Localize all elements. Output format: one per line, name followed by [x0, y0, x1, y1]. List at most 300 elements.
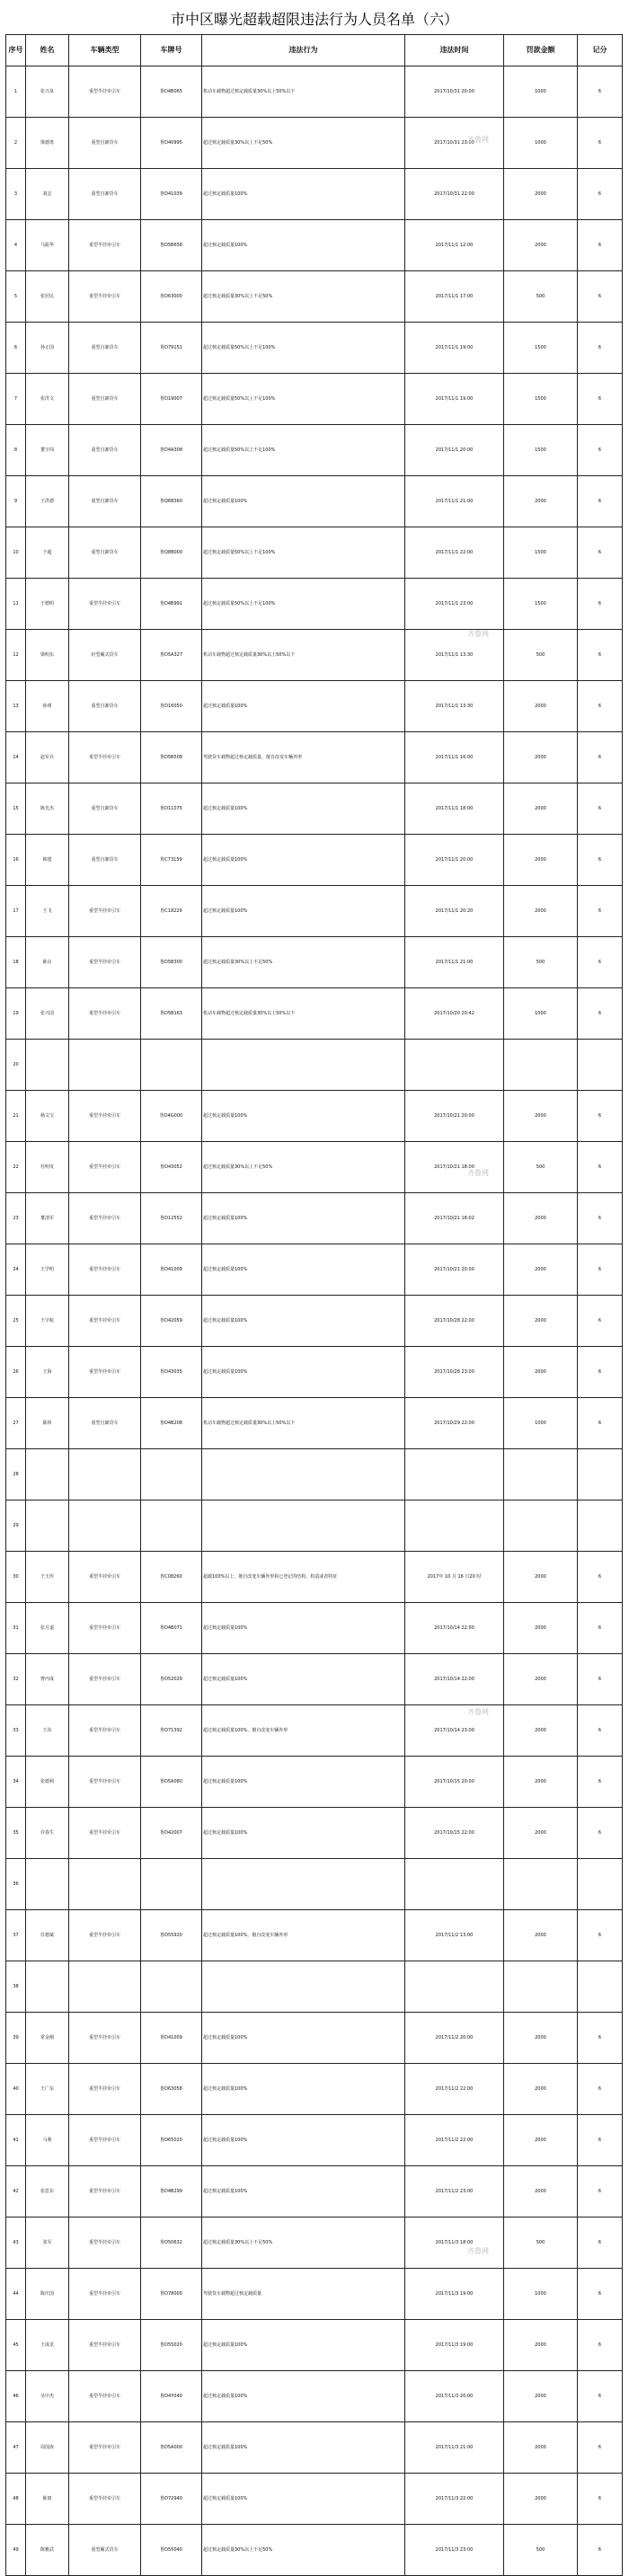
cell-points: 6	[578, 66, 623, 118]
cell-time	[405, 1961, 504, 2013]
cell-fine: 2000	[504, 1091, 578, 1142]
cell-name: 孙正国	[26, 323, 69, 374]
cell-time	[405, 1500, 504, 1552]
table-row	[6, 1961, 623, 2013]
table-row	[6, 169, 623, 220]
cell-time: 2017年 10 月 16 日20 时	[405, 1552, 504, 1603]
cell-fine: 1000	[504, 988, 578, 1040]
cell-points: 6	[578, 2422, 623, 2474]
cell-index: 2	[6, 118, 26, 169]
cell-plate: 鲁D41009	[141, 1244, 202, 1296]
cell-plate: 鲁D4B991	[141, 579, 202, 630]
cell-points: 6	[578, 2013, 623, 2064]
cell-violation: 超过核定载质量100%	[202, 1244, 405, 1296]
cell-fine: 2000	[504, 2422, 578, 2474]
cell-vehicle-type: 重型自卸货车	[69, 527, 141, 579]
cell-violation: 机动车载物超过核定载质量30%以上50%以下	[202, 630, 405, 681]
table-header-row	[6, 35, 623, 66]
cell-vehicle-type: 重型半挂牵引车	[69, 988, 141, 1040]
table-row	[6, 681, 623, 732]
cell-name: 马振华	[26, 220, 69, 271]
cell-fine: 500	[504, 1142, 578, 1193]
cell-fine	[504, 1961, 578, 2013]
cell-time: 2017/11/1 19:00	[405, 323, 504, 374]
cell-name	[26, 1449, 69, 1500]
cell-vehicle-type: 重型自卸货车	[69, 425, 141, 476]
cell-plate: 鲁D71392	[141, 1705, 202, 1757]
cell-time: 2017/11/1 20:00	[405, 835, 504, 886]
cell-index: 29	[6, 1500, 26, 1552]
cell-fine: 2000	[504, 2166, 578, 2217]
cell-name: 杨文宝	[26, 1091, 69, 1142]
cell-points: 6	[578, 1193, 623, 1244]
table-row	[6, 1552, 623, 1603]
table-row	[6, 1142, 623, 1193]
cell-time: 2017/10/14 22:00	[405, 1603, 504, 1654]
cell-index: 18	[6, 937, 26, 988]
cell-violation: 超过核定载质量100%	[202, 2064, 405, 2115]
cell-fine: 2000	[504, 1910, 578, 1961]
cell-name: 张居民	[26, 271, 69, 323]
cell-vehicle-type: 重型厢式货车	[69, 2525, 141, 2576]
table-row	[6, 1603, 623, 1654]
cell-points: 6	[578, 1296, 623, 1347]
cell-name: 陈雨	[26, 2474, 69, 2525]
cell-violation: 超过核定载质量100%	[202, 2013, 405, 2064]
cell-violation: 超过核定载质量50%以上不足100%	[202, 323, 405, 374]
table-row	[6, 937, 623, 988]
cell-name: 许春生	[26, 1808, 69, 1859]
cell-points: 6	[578, 2115, 623, 2166]
cell-fine: 500	[504, 2525, 578, 2576]
cell-vehicle-type: 重型半挂牵引车	[69, 886, 141, 937]
cell-name: 杜明发	[26, 1142, 69, 1193]
cell-points: 6	[578, 2320, 623, 2371]
cell-name: 梁德勇	[26, 118, 69, 169]
cell-time: 2017/11/1 20:20	[405, 886, 504, 937]
cell-vehicle-type	[69, 1500, 141, 1552]
cell-fine: 2000	[504, 169, 578, 220]
cell-violation: 超过核定载质量100%	[202, 2115, 405, 2166]
table-row	[6, 1296, 623, 1347]
table-row	[6, 1347, 623, 1398]
cell-violation: 超过核定载质量100%	[202, 1091, 405, 1142]
cell-plate: 鲁D5B658	[141, 220, 202, 271]
cell-index: 42	[6, 2166, 26, 2217]
cell-fine: 1500	[504, 425, 578, 476]
cell-vehicle-type: 重型半挂牵引车	[69, 2013, 141, 2064]
cell-fine: 2000	[504, 1244, 578, 1296]
table-row	[6, 783, 623, 835]
cell-fine: 2000	[504, 732, 578, 783]
cell-index: 44	[6, 2269, 26, 2320]
cell-time: 2017/11/3 18:00	[405, 2217, 504, 2269]
cell-index: 12	[6, 630, 26, 681]
cell-fine: 1000	[504, 1398, 578, 1449]
cell-name: 于德明	[26, 579, 69, 630]
cell-plate: 鲁D4A308	[141, 425, 202, 476]
cell-time: 2017/11/1 12:00	[405, 220, 504, 271]
table-row	[6, 374, 623, 425]
watermark: 齐鲁网	[467, 136, 489, 144]
cell-time: 2017/11/1 17:00	[405, 271, 504, 323]
table-row	[6, 1757, 623, 1808]
cell-index: 28	[6, 1449, 26, 1500]
cell-index: 45	[6, 2320, 26, 2371]
table-row	[6, 2422, 623, 2474]
cell-fine: 500	[504, 937, 578, 988]
cell-index: 17	[6, 886, 26, 937]
cell-plate: 鲁C08260	[141, 1552, 202, 1603]
cell-index: 20	[6, 1040, 26, 1091]
cell-time: 2017/11/3 21:00	[405, 2422, 504, 2474]
cell-violation: 超过核定载质量100%	[202, 783, 405, 835]
table-row	[6, 1910, 623, 1961]
cell-time	[405, 1449, 504, 1500]
cell-violation: 驾驶货车载物超过核定载质量	[202, 2269, 405, 2320]
cell-violation: 超载100%以上，擅自改变车辆外形和已登记的结构、构造或者特征	[202, 1552, 405, 1603]
cell-plate: 鲁D5A080	[141, 1757, 202, 1808]
cell-index: 9	[6, 476, 26, 527]
cell-points	[578, 1500, 623, 1552]
cell-time: 2017/11/2 22:00	[405, 2115, 504, 2166]
cell-index: 13	[6, 681, 26, 732]
cell-plate: 鲁D72940	[141, 2474, 202, 2525]
cell-name: 董清军	[26, 1193, 69, 1244]
cell-violation: 超过核定载质量100%	[202, 886, 405, 937]
cell-vehicle-type: 重型半挂牵引车	[69, 937, 141, 988]
cell-violation: 机动车载物超过核定载质量30%以上50%以下	[202, 1398, 405, 1449]
cell-fine	[504, 1500, 578, 1552]
watermark: 齐鲁网	[467, 2247, 489, 2255]
cell-name: 刘志	[26, 169, 69, 220]
cell-violation: 驾驶货车载物超过核定载质量，擅自改变车辆外形	[202, 732, 405, 783]
cell-violation: 超过核定载质量30%以上不足50%	[202, 937, 405, 988]
cell-plate: 鲁D4B065	[141, 66, 202, 118]
table-row	[6, 271, 623, 323]
cell-time: 2017/11/1 18:00	[405, 783, 504, 835]
cell-points: 6	[578, 579, 623, 630]
cell-violation	[202, 1040, 405, 1091]
cell-name: 于超	[26, 527, 69, 579]
cell-index: 34	[6, 1757, 26, 1808]
cell-vehicle-type: 重型自卸货车	[69, 783, 141, 835]
cell-vehicle-type: 重型半挂牵引车	[69, 1296, 141, 1347]
table-row	[6, 527, 623, 579]
cell-points: 6	[578, 1142, 623, 1193]
cell-vehicle-type: 重型半挂牵引车	[69, 1091, 141, 1142]
cell-plate: 鲁C73159	[141, 835, 202, 886]
cell-index: 8	[6, 425, 26, 476]
cell-index: 32	[6, 1654, 26, 1705]
cell-points: 6	[578, 937, 623, 988]
cell-plate: 鲁D63058	[141, 2064, 202, 2115]
cell-points: 6	[578, 2474, 623, 2525]
cell-vehicle-type: 重型半挂牵引车	[69, 271, 141, 323]
watermark: 齐鲁网	[467, 1169, 489, 1177]
cell-violation	[202, 1500, 405, 1552]
cell-fine	[504, 1040, 578, 1091]
cell-points: 6	[578, 2525, 623, 2576]
cell-vehicle-type: 重型半挂牵引车	[69, 1910, 141, 1961]
cell-violation: 机动车载物超过核定载质量30%以上50%以下	[202, 988, 405, 1040]
cell-plate	[141, 1449, 202, 1500]
cell-points: 6	[578, 1244, 623, 1296]
cell-name: 孙明	[26, 681, 69, 732]
cell-name: 陈林	[26, 1398, 69, 1449]
cell-index: 21	[6, 1091, 26, 1142]
cell-plate: 鲁D55020	[141, 2320, 202, 2371]
cell-name: 王广东	[26, 2064, 69, 2115]
cell-plate: 鲁Q6B360	[141, 476, 202, 527]
cell-name	[26, 1961, 69, 2013]
cell-time: 2017/10/28 22:00	[405, 1296, 504, 1347]
cell-fine: 2000	[504, 2115, 578, 2166]
cell-vehicle-type: 重型自卸货车	[69, 1398, 141, 1449]
cell-plate: 鲁D50632	[141, 2217, 202, 2269]
table-row	[6, 2320, 623, 2371]
cell-vehicle-type: 重型半挂牵引车	[69, 1244, 141, 1296]
cell-index: 19	[6, 988, 26, 1040]
cell-violation: 超过核定载质量30%以上不足50%	[202, 2217, 405, 2269]
table-row	[6, 2474, 623, 2525]
table-row	[6, 630, 623, 681]
cell-index: 36	[6, 1859, 26, 1910]
cell-fine: 2000	[504, 1603, 578, 1654]
cell-plate: 鲁D43035	[141, 1347, 202, 1398]
cell-name: 陈良	[26, 937, 69, 988]
cell-points: 6	[578, 169, 623, 220]
table-row	[6, 732, 623, 783]
cell-vehicle-type: 重型自卸货车	[69, 681, 141, 732]
cell-name: 韩建	[26, 835, 69, 886]
cell-index: 27	[6, 1398, 26, 1449]
cell-vehicle-type: 重型自卸货车	[69, 169, 141, 220]
cell-points	[578, 1040, 623, 1091]
column-header: 车牌号	[141, 35, 202, 66]
cell-name: 董宇闯	[26, 425, 69, 476]
cell-index: 15	[6, 783, 26, 835]
column-header: 罚款金额	[504, 35, 578, 66]
cell-time: 2017/11/3 23:00	[405, 2525, 504, 2576]
cell-points: 6	[578, 425, 623, 476]
document-title: 市中区曝光超载超限违法行为人员名单（六）	[170, 11, 458, 28]
cell-vehicle-type: 重型自卸货车	[69, 476, 141, 527]
cell-time: 2017/11/2 23:00	[405, 2166, 504, 2217]
cell-points: 6	[578, 1757, 623, 1808]
cell-time: 2017/11/1 16:00	[405, 732, 504, 783]
table-row	[6, 1654, 623, 1705]
cell-index: 22	[6, 1142, 26, 1193]
cell-violation: 超过核定载质量100%，擅自改变车辆外形	[202, 1705, 405, 1757]
cell-fine: 2000	[504, 2013, 578, 2064]
cell-plate: 鲁D5B508	[141, 732, 202, 783]
cell-plate: 鲁D43052	[141, 1142, 202, 1193]
cell-plate: 鲁D41039	[141, 169, 202, 220]
cell-name: 王海	[26, 1347, 69, 1398]
table-row	[6, 2013, 623, 2064]
cell-time: 2017/11/1 13:30	[405, 630, 504, 681]
cell-index: 43	[6, 2217, 26, 2269]
cell-vehicle-type: 重型半挂牵引车	[69, 2371, 141, 2422]
cell-index: 14	[6, 732, 26, 783]
cell-name: 王学明	[26, 1244, 69, 1296]
cell-time: 2017/11/1 13:30	[405, 681, 504, 732]
cell-vehicle-type: 重型半挂牵引车	[69, 1193, 141, 1244]
cell-index: 25	[6, 1296, 26, 1347]
cell-time: 2017/10/15 22:00	[405, 1808, 504, 1859]
cell-name: 陈光杰	[26, 783, 69, 835]
cell-points: 6	[578, 1654, 623, 1705]
cell-plate: 鲁D52029	[141, 1654, 202, 1705]
cell-points: 6	[578, 1398, 623, 1449]
cell-time: 2017/10/21 20:00	[405, 1091, 504, 1142]
cell-plate: 鲁D5B163	[141, 988, 202, 1040]
cell-time	[405, 1040, 504, 1091]
cell-name: 赵军兵	[26, 732, 69, 783]
cell-fine: 2000	[504, 2064, 578, 2115]
cell-time: 2017/11/1 19:00	[405, 374, 504, 425]
cell-vehicle-type: 重型半挂牵引车	[69, 1347, 141, 1398]
cell-violation: 超过核定载质量50%以上不足100%	[202, 374, 405, 425]
cell-violation: 超过核定载质量30%以上不足50%	[202, 1142, 405, 1193]
cell-name: 陈雅武	[26, 2525, 69, 2576]
cell-points: 6	[578, 1603, 623, 1654]
cell-points: 6	[578, 2217, 623, 2269]
cell-time: 2017/10/31 20:00	[405, 66, 504, 118]
cell-violation: 超过核定载质量100%	[202, 1757, 405, 1808]
cell-name: 陈庆国	[26, 2269, 69, 2320]
cell-points: 6	[578, 1808, 623, 1859]
cell-name: 王玉传	[26, 1552, 69, 1603]
cell-name: 王洪德	[26, 476, 69, 527]
table-row	[6, 1449, 623, 1500]
cell-points: 6	[578, 988, 623, 1040]
cell-plate: 鲁D40995	[141, 118, 202, 169]
cell-points: 6	[578, 271, 623, 323]
cell-index: 23	[6, 1193, 26, 1244]
cell-fine: 500	[504, 630, 578, 681]
cell-index: 41	[6, 2115, 26, 2166]
cell-time: 2017/10/21 18:02	[405, 1193, 504, 1244]
table-row	[6, 220, 623, 271]
cell-violation: 超过核定载质量100%	[202, 220, 405, 271]
cell-plate: 鲁D4B208	[141, 1398, 202, 1449]
column-header: 违法行为	[202, 35, 405, 66]
cell-violation: 超过核定载质量100%	[202, 835, 405, 886]
cell-fine: 2000	[504, 783, 578, 835]
cell-vehicle-type: 重型半挂牵引车	[69, 1654, 141, 1705]
table-row	[6, 323, 623, 374]
cell-violation: 超过核定载质量100%	[202, 1296, 405, 1347]
cell-name	[26, 1500, 69, 1552]
cell-fine: 1000	[504, 66, 578, 118]
cell-time: 2017/11/2 22:00	[405, 2064, 504, 2115]
cell-violation: 超过核定载质量50%以上不足100%	[202, 527, 405, 579]
cell-points: 6	[578, 476, 623, 527]
cell-violation: 机动车载物超过核定载质量30%以上50%以下	[202, 66, 405, 118]
cell-points: 6	[578, 1705, 623, 1757]
cell-vehicle-type: 重型半挂牵引车	[69, 1705, 141, 1757]
cell-points: 6	[578, 630, 623, 681]
cell-violation: 超过核定载质量100%	[202, 1808, 405, 1859]
cell-violation: 超过核定载质量100%	[202, 1347, 405, 1398]
table-row	[6, 1705, 623, 1757]
cell-plate: 鲁D4B299	[141, 2166, 202, 2217]
cell-index: 7	[6, 374, 26, 425]
cell-name: 周国涛	[26, 2422, 69, 2474]
cell-time	[405, 1859, 504, 1910]
cell-plate: 鲁D55040	[141, 2525, 202, 2576]
cell-points: 6	[578, 1091, 623, 1142]
cell-vehicle-type	[69, 1859, 141, 1910]
cell-fine: 2000	[504, 1552, 578, 1603]
cell-time: 2017/10/14 22:00	[405, 1654, 504, 1705]
cell-index: 33	[6, 1705, 26, 1757]
cell-index: 24	[6, 1244, 26, 1296]
cell-name: 曹丙成	[26, 1654, 69, 1705]
cell-time: 2017/11/1 21:00	[405, 937, 504, 988]
cell-time: 2017/11/3 19:00	[405, 2269, 504, 2320]
cell-fine: 500	[504, 2217, 578, 2269]
cell-name: 常金刚	[26, 2013, 69, 2064]
table-row	[6, 2115, 623, 2166]
cell-index: 1	[6, 66, 26, 118]
cell-plate: 鲁D19007	[141, 374, 202, 425]
cell-plate: 鲁D16050	[141, 681, 202, 732]
cell-time: 2017/10/31 23:00	[405, 118, 504, 169]
cell-time: 2017/10/28 23:00	[405, 1347, 504, 1398]
cell-vehicle-type: 重型半挂牵引车	[69, 2422, 141, 2474]
cell-violation	[202, 1859, 405, 1910]
cell-index: 3	[6, 169, 26, 220]
cell-violation: 超过核定载质量100%	[202, 1654, 405, 1705]
cell-fine: 2000	[504, 1705, 578, 1757]
cell-index: 31	[6, 1603, 26, 1654]
watermark: 齐鲁网	[467, 630, 489, 638]
cell-index: 6	[6, 323, 26, 374]
cell-violation: 超过核定载质量100%	[202, 476, 405, 527]
cell-fine: 1500	[504, 579, 578, 630]
cell-vehicle-type: 重型半挂牵引车	[69, 66, 141, 118]
table-row	[6, 1398, 623, 1449]
cell-fine	[504, 1859, 578, 1910]
cell-plate: 鲁D55920	[141, 1910, 202, 1961]
cell-index: 26	[6, 1347, 26, 1398]
table-row	[6, 2525, 623, 2576]
cell-plate: 鲁D79151	[141, 323, 202, 374]
cell-name: 任德斌	[26, 1910, 69, 1961]
cell-index: 11	[6, 579, 26, 630]
cell-name: 张军	[26, 2217, 69, 2269]
cell-plate: 鲁D4G000	[141, 1091, 202, 1142]
cell-name: 张兴泉	[26, 66, 69, 118]
violation-table	[5, 34, 622, 2553]
cell-vehicle-type	[69, 1449, 141, 1500]
cell-plate: 鲁D4Y040	[141, 2371, 202, 2422]
cell-vehicle-type: 重型自卸货车	[69, 118, 141, 169]
table-row	[6, 1808, 623, 1859]
cell-points: 6	[578, 374, 623, 425]
cell-points: 6	[578, 220, 623, 271]
cell-violation: 超过核定载质量100%	[202, 681, 405, 732]
cell-fine: 2000	[504, 835, 578, 886]
table-row	[6, 835, 623, 886]
cell-vehicle-type: 重型半挂牵引车	[69, 1757, 141, 1808]
cell-plate	[141, 1500, 202, 1552]
cell-time: 2017/10/14 23:00	[405, 1705, 504, 1757]
cell-points: 6	[578, 2269, 623, 2320]
